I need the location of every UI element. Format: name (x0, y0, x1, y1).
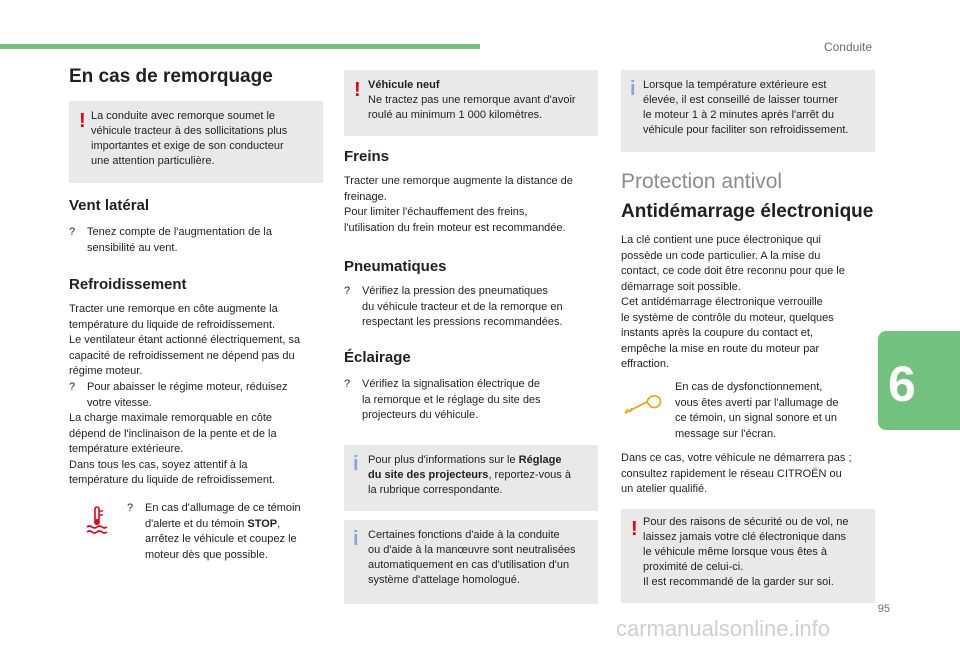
line (368, 468, 571, 483)
line: La conduite avec remorque soumet le (91, 110, 276, 122)
info-box-projecteurs (344, 445, 598, 511)
stop-label: STOP (247, 517, 278, 530)
bullet-square-icon: ? (69, 381, 76, 393)
warning-text (643, 515, 848, 590)
page-title: En cas de remorquage (69, 66, 273, 87)
line: La charge maximale remorquable en côte (69, 412, 273, 424)
line: Cet antidémarrage électronique verrouille (621, 296, 823, 308)
line: température du liquide de refroidissement. (69, 318, 276, 331)
warning-text (91, 109, 287, 169)
line: roulé au minimum 1 000 kilomètres. (368, 109, 543, 121)
info-text (368, 528, 576, 588)
bullet-square-icon: ? (69, 226, 76, 238)
refroid-paragraph (69, 302, 300, 380)
warning-mark-icon: ! (79, 110, 86, 132)
line: température du liquide de refroidissement. (69, 474, 276, 486)
info-mark-icon: i (630, 78, 636, 100)
warning-box-new-vehicle (344, 70, 598, 136)
line: ou d'aide à la manœuvre sont neutralisées (368, 544, 576, 556)
line: En cas d'allumage de ce témoin (145, 502, 301, 514)
warning-box-keys (621, 509, 875, 603)
line: Ne tractez pas une remorque avant d'avoir (368, 94, 576, 106)
line: projecteurs du véhicule. (362, 409, 479, 421)
line: Véhicule neuf (368, 79, 440, 91)
warning-box-towing (69, 101, 323, 183)
line: élevée, il est conseillé de laisser tourner (643, 94, 839, 106)
line: ce témoin, un signal sonore et un (675, 412, 838, 424)
heading-vent-lateral: Vent latéral (69, 197, 150, 214)
antidemarrage-paragraph (621, 233, 845, 373)
line: consultez rapidement le réseau CITROËN ou (621, 467, 842, 480)
line: proximité de celui-ci. (643, 561, 744, 573)
header-green-bar (0, 44, 480, 49)
line: véhicule pour faciliter son refroidissement. (643, 124, 849, 136)
bullet-refroid (69, 380, 323, 412)
line: système d'attelage homologué. (368, 574, 520, 586)
text: d'alerte et du témoin (145, 517, 248, 530)
info-box-temperature (621, 70, 875, 152)
bullet-pneus (344, 284, 598, 332)
line: le système de contrôle du moteur, quelques (621, 311, 834, 324)
key-warning-text (675, 380, 839, 442)
line: Vérifiez la signalisation électrique de (362, 378, 540, 390)
bullet-square-icon: ? (344, 285, 351, 297)
refroid-paragraph-2 (69, 411, 277, 489)
line: automatiquement en cas d'utilisation d'un (368, 559, 570, 571)
heading-eclairage: Éclairage (344, 349, 411, 366)
bullet-temp-warning (127, 501, 327, 565)
line: l'utilisation du frein moteur est recommandée. (344, 221, 566, 234)
heading-pneumatiques: Pneumatiques (344, 258, 447, 275)
line: le moteur 1 à 2 minutes après l'arrêt du (643, 109, 835, 121)
text: Pour plus d'informations sur le (368, 454, 519, 466)
text-bold: du site des projecteurs (368, 469, 489, 481)
heading-freins: Freins (344, 148, 390, 165)
heading-antidemarrage: Antidémarrage électronique (621, 201, 874, 222)
line: une attention particulière. (91, 155, 215, 167)
bullet-square-icon: ? (127, 502, 134, 514)
text-bold: Réglage (518, 454, 562, 466)
line: respectant les pressions recommandées. (362, 316, 563, 328)
freins-paragraph (344, 174, 573, 236)
line: la rubrique correspondante. (368, 484, 503, 496)
line: Lorsque la température extérieure est (643, 79, 827, 91)
text: , (277, 517, 281, 530)
line: empêche la mise en route du moteur par (621, 342, 820, 355)
warning-mark-icon: ! (354, 79, 361, 101)
antidemarrage-paragraph-2 (621, 451, 852, 498)
warning-text (368, 78, 576, 123)
line: effraction. (621, 358, 670, 370)
line: Il est recommandé de la garder sur soi. (643, 576, 834, 588)
line: véhicule tracteur à des sollicitations plus (91, 125, 288, 137)
key-icon (623, 394, 663, 416)
line: Vérifiez la pression des pneumatiques (362, 285, 548, 297)
bullet-eclairage (344, 377, 598, 425)
info-mark-icon: i (353, 453, 359, 475)
chapter-number: 6 (888, 356, 916, 412)
coolant-temperature-icon (86, 506, 108, 534)
line: Le ventilateur étant actionné électriquement, sa (69, 334, 301, 346)
line: le véhicule même lorsque vous êtes à (643, 546, 828, 558)
line: capacité de refroidissement ne dépend pas du (69, 349, 295, 362)
info-text (643, 78, 848, 138)
line: arrêtez le véhicule et coupez le (145, 533, 297, 545)
line: laissez jamais votre clé électronique dans (643, 531, 846, 543)
line: démarrage soit possible. (621, 280, 741, 293)
line: votre vitesse. (87, 396, 152, 409)
line: message sur l'écran. (675, 427, 777, 440)
line: Pour limiter l'échauffement des freins, (344, 206, 528, 218)
line: dépend de l'inclinaison de la pente et de la (69, 427, 277, 440)
info-mark-icon: i (353, 528, 359, 550)
bullet-vent (69, 225, 323, 257)
heading-protection-antivol: Protection antivol (621, 170, 783, 193)
info-box-aide-conduite (344, 520, 598, 604)
heading-refroidissement: Refroidissement (69, 276, 187, 293)
line: contact, ce code doit être reconnu pour que le (621, 265, 845, 277)
line: moteur dès que possible. (145, 548, 268, 561)
page-number: 95 (877, 603, 890, 615)
warning-mark-icon: ! (631, 518, 638, 540)
line: Pour abaisser le régime moteur, réduisez (87, 381, 288, 393)
line: vous êtes averti par l'allumage de (675, 396, 839, 409)
line: importantes et exige de son conducteur (91, 140, 284, 152)
line (368, 453, 571, 468)
info-text (368, 453, 571, 498)
line: Dans ce cas, votre véhicule ne démarrera pas ; (621, 452, 852, 464)
line: Tracter une remorque en côte augmente la (69, 303, 278, 315)
line (145, 517, 301, 533)
line: un atelier qualifié. (621, 483, 708, 495)
line: En cas de dysfonctionnement, (675, 381, 823, 393)
line: Tenez compte de l'augmentation de la (87, 226, 272, 238)
line: possède un code particulier. A la mise du (621, 249, 821, 262)
line: la remorque et le réglage du site des (362, 393, 541, 406)
line: Certaines fonctions d'aide à la conduite (368, 529, 560, 541)
line: Tracter une remorque augmente la distance de (344, 175, 573, 187)
line: instants après la coupure du contact et, (621, 327, 814, 339)
watermark: carmanualsonline.info (616, 616, 831, 641)
line: freinage. (344, 190, 387, 203)
line: Pour des raisons de sécurité ou de vol, ne (643, 516, 849, 528)
line: régime moteur. (69, 365, 143, 377)
line: Dans tous les cas, soyez attentif à la (69, 458, 248, 471)
line: sensibilité au vent. (87, 241, 178, 254)
section-label: Conduite (823, 40, 872, 54)
line: température extérieure. (69, 443, 184, 455)
line: du véhicule tracteur et de la remorque en (362, 300, 563, 313)
bullet-square-icon: ? (344, 378, 351, 390)
text: , reportez-vous à (488, 469, 571, 481)
line: La clé contient une puce électronique qui (621, 234, 821, 246)
